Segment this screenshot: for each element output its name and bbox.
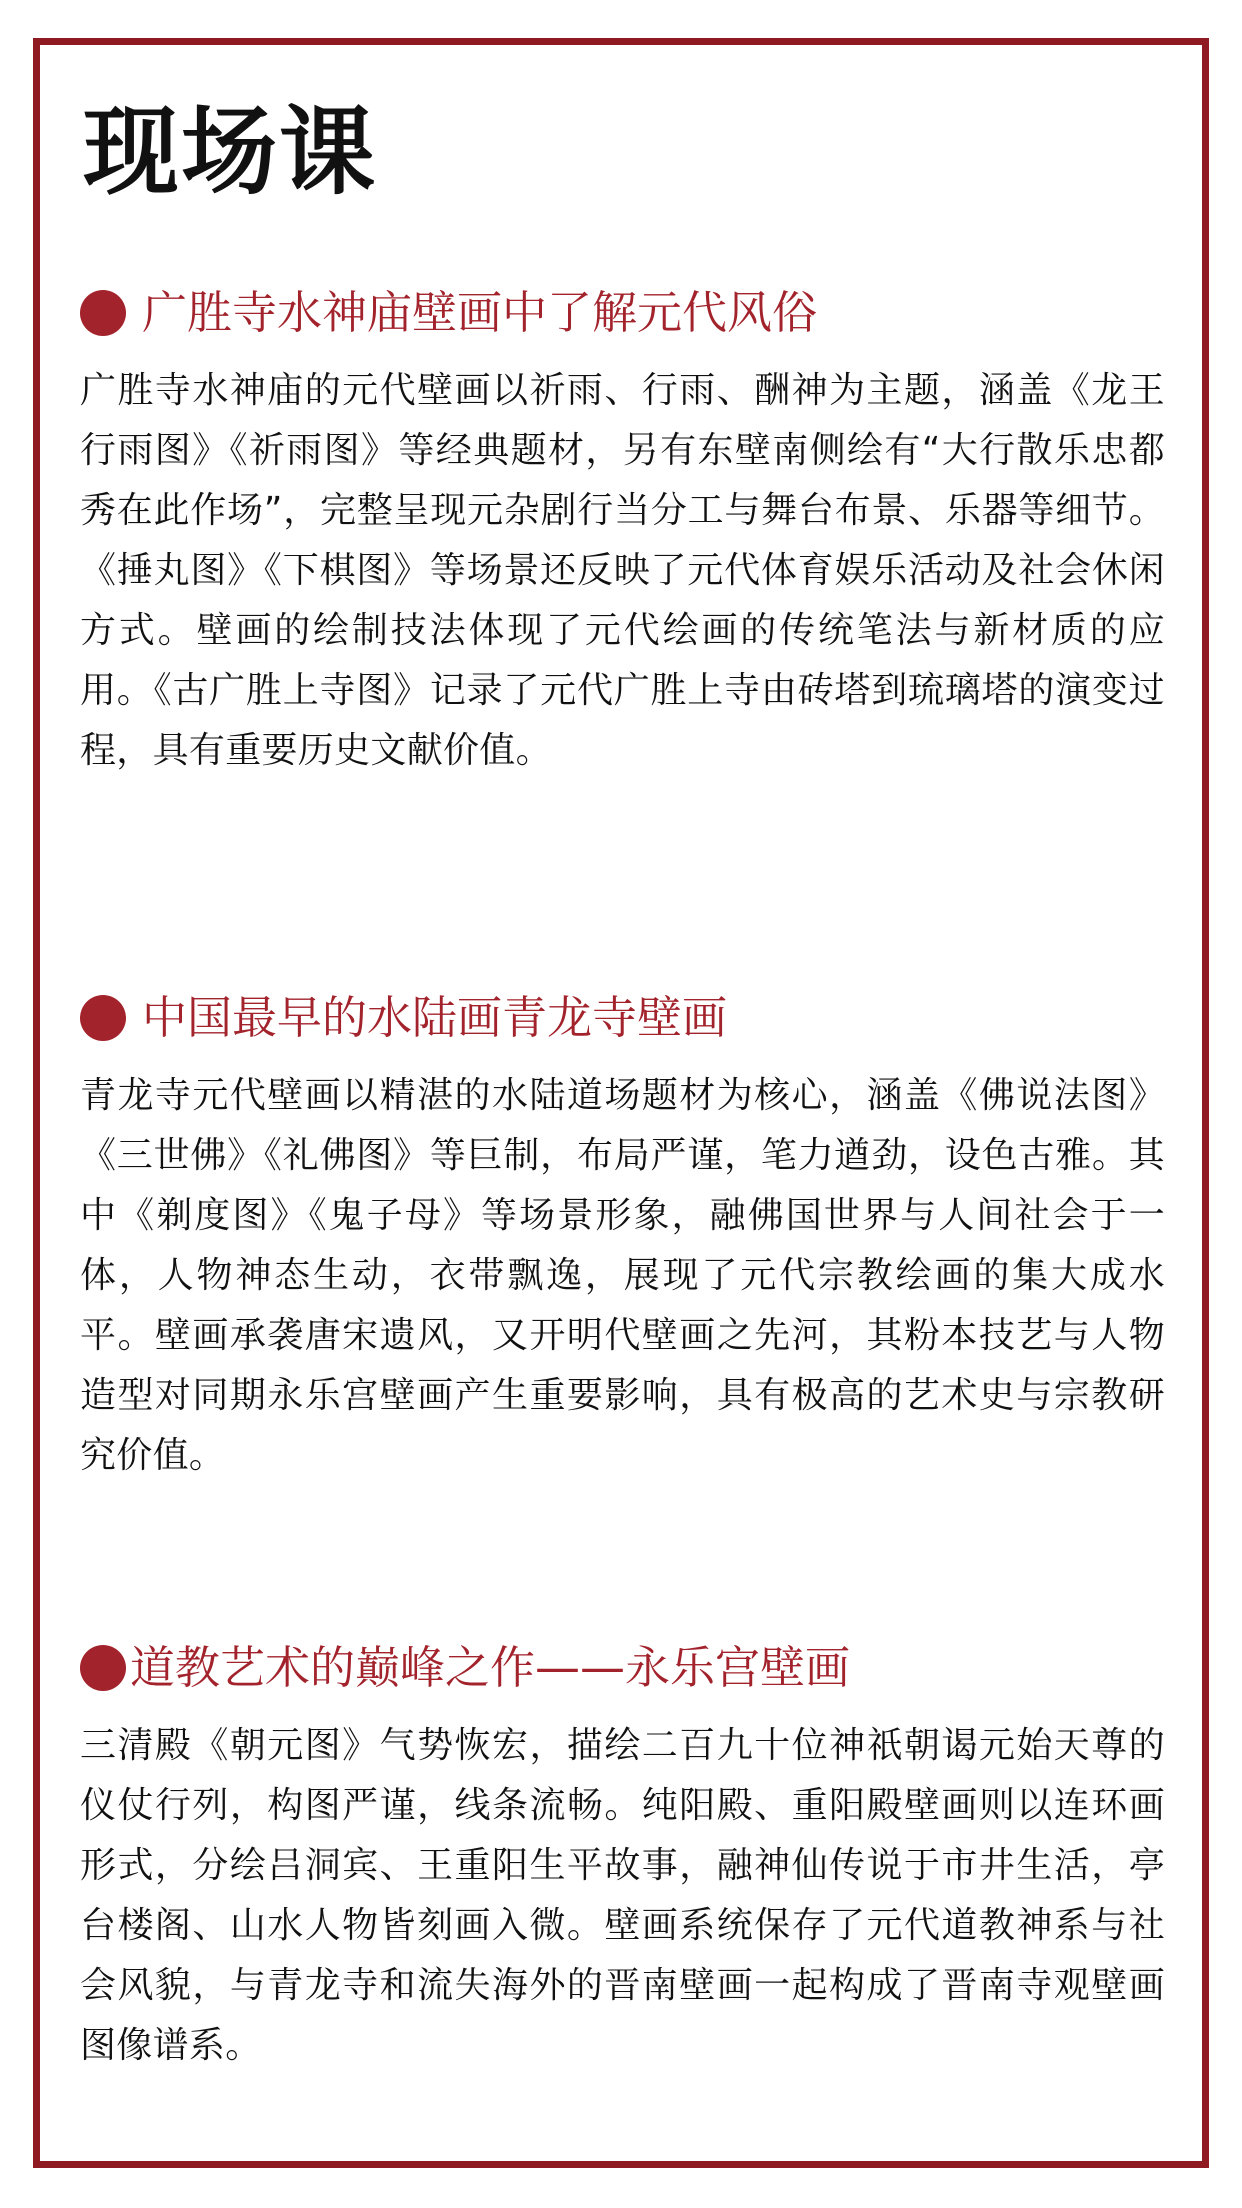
bullet-dot-icon <box>80 995 126 1041</box>
section-heading <box>80 283 1165 343</box>
section-heading <box>80 1638 1165 1698</box>
section-qinglong-temple <box>80 988 1165 1486</box>
section-heading <box>80 988 1165 1048</box>
section-body-text: 青龙寺元代壁画以精湛的水陆道场题材为核心，涵盖《佛说法图》《三世佛》《礼佛图》等巨制，布局严谨，笔力遒劲，设色古雅。其中《剃度图》《鬼子母》等场景形象，融佛国世界与人间社会于一体，人物神态生动，衣带飘逸，展现了元代宗教绘画的集大成水平。壁画承袭唐宋遗风，又开明代壁画之先河，其粉本技艺与人物造型对同期永乐宫壁画产生重要影响，具有极高的艺术史与宗教研究价值。 <box>80 1075 1165 1476</box>
section-heading-text: 中国最早的水陆画青龙寺壁画 <box>142 991 728 1044</box>
section-yongle-palace <box>80 1638 1165 2076</box>
section-guangsheng-temple <box>80 283 1165 781</box>
page-title: 现场课 <box>83 95 377 208</box>
section-body-text: 三清殿《朝元图》气势恢宏，描绘二百九十位神祇朝谒元始天尊的仪仗行列，构图严谨，线条流畅。纯阳殿、重阳殿壁画则以连环画形式，分绘吕洞宾、王重阳生平故事，融神仙传说于市井生活，亭台楼阁、山水人物皆刻画入微。壁画系统保存了元代道教神系与社会风貌，与青龙寺和流失海外的晋南壁画一起构成了晋南寺观壁画图像谱系。 <box>80 1725 1165 2066</box>
bullet-dot-icon <box>80 1645 126 1691</box>
bullet-dot-icon <box>80 290 126 336</box>
section-body-text: 广胜寺水神庙的元代壁画以祈雨、行雨、酬神为主题，涵盖《龙王行雨图》《祈雨图》等经典题材，另有东壁南侧绘有“大行散乐忠都秀在此作场”，完整呈现元杂剧行当分工与舞台布景、乐器等细节。《捶丸图》《下棋图》等场景还反映了元代体育娱乐活动及社会休闲方式。壁画的绘制技法体现了元代绘画的传统笔法与新材质的应用。《古广胜上寺图》记录了元代广胜上寺由砖塔到琉璃塔的演变过程，具有重要历史文献价值。 <box>80 370 1165 771</box>
section-heading-text: 广胜寺水神庙壁画中了解元代风俗 <box>142 286 818 339</box>
section-heading-text: 道教艺术的巅峰之作——永乐宫壁画 <box>130 1641 851 1694</box>
